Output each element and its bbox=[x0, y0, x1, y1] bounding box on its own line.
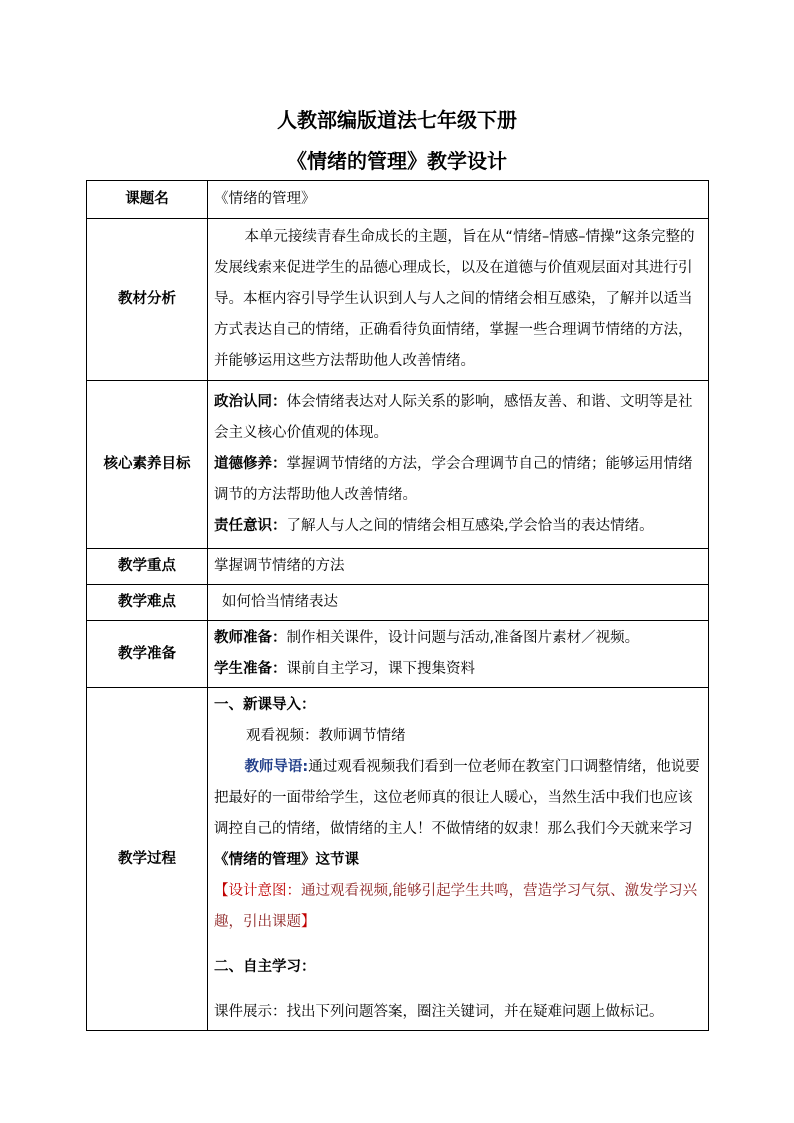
prep-teacher-head: 教师准备： bbox=[214, 630, 287, 646]
literacy-item-head: 责任意识： bbox=[214, 518, 287, 534]
literacy-item-text: 掌握调节情绪的方法，学会合理调节自己的情绪；能够运用情绪调节的方法帮助他人改善情绪。 bbox=[214, 456, 693, 503]
lesson-plan-table bbox=[86, 180, 709, 1031]
design-intent-open: 【设计意图： bbox=[214, 883, 301, 899]
literacy-item bbox=[214, 511, 704, 542]
design-intent bbox=[214, 876, 704, 938]
literacy-item bbox=[214, 387, 704, 449]
analysis-paragraph: 本单元接续青春生命成长的主题，旨在从“情绪–情感–情操”这条完整的发展线索来促进学生的品德心理成长，以及在道德与价值观层面对其进行引导。本框内容引导学生认识到人与人之间的情绪会相互感染，了解并以适当方式表达自己的情绪，正确看待负面情绪，掌握一些合理调节情绪的方法，并能够运用这些方法帮助他人改善情绪。 bbox=[214, 229, 695, 369]
literacy-item-head: 政治认同： bbox=[214, 394, 287, 410]
prep-student-text: 课前自主学习，课下搜集资料 bbox=[286, 661, 475, 677]
difficulty-text: 如何恰当情绪表达 bbox=[222, 594, 338, 610]
prep-student bbox=[214, 654, 704, 685]
focus-value: 掌握调节情绪的方法 bbox=[208, 549, 709, 585]
teacher-guide bbox=[214, 752, 704, 876]
design-intent-close: 】 bbox=[301, 914, 316, 930]
row-label-analysis: 教材分析 bbox=[87, 219, 208, 381]
table-row-process bbox=[87, 688, 709, 1031]
teacher-guide-text: 通过观看视频我们看到一位老师在教室门口调整情绪，他说要把最好的一面带给学生，这位老师真的很让人暖心，当然生活中我们也应该调控自己的情绪，做情绪的主人！不做情绪的奴隶！那么我们今天就来学习 bbox=[214, 759, 700, 837]
literacy-item bbox=[214, 449, 704, 511]
prep-student-head: 学生准备： bbox=[214, 661, 287, 677]
topic-value: 《情绪的管理》 bbox=[208, 181, 709, 219]
section-heading bbox=[214, 690, 704, 721]
teacher-guide-end: 这节课 bbox=[315, 852, 359, 868]
prep-teacher bbox=[214, 623, 704, 654]
row-label-focus: 教学重点 bbox=[87, 549, 208, 585]
literacy-content bbox=[208, 381, 709, 549]
video-line: 观看视频：教师调节情绪 bbox=[246, 728, 406, 744]
table-row-prep bbox=[87, 621, 709, 688]
table-row-difficulty bbox=[87, 585, 709, 621]
row-label-process: 教学过程 bbox=[87, 688, 208, 1031]
table-row-topic bbox=[87, 181, 709, 219]
section-title: 二、自主学习： bbox=[214, 959, 316, 975]
literacy-item-text: 了解人与人之间的情绪会相互感染,学会恰当的表达情绪。 bbox=[286, 518, 654, 534]
document-title: 人教部编版道法七年级下册 bbox=[277, 108, 517, 132]
prep-teacher-text: 制作相关课件，设计问题与活动,准备图片素材／视频。 bbox=[286, 630, 640, 646]
lesson-title-inline: 《情绪的管理》 bbox=[214, 852, 316, 868]
process-content bbox=[208, 688, 709, 1031]
table-row-literacy bbox=[87, 381, 709, 549]
row-label-topic: 课题名 bbox=[87, 181, 208, 219]
row-label-prep: 教学准备 bbox=[87, 621, 208, 688]
section-title: 一、新课导入： bbox=[214, 697, 316, 713]
document-subtitle: 《情绪的管理》教学设计 bbox=[287, 149, 507, 173]
courseware-line: 课件展示：找出下列问题答案，圈注关键词，并在疑难问题上做标记。 bbox=[214, 1004, 664, 1020]
difficulty-value bbox=[208, 585, 709, 621]
literacy-item-text: 体会情绪表达对人际关系的影响，感悟友善、和谐、文明等是社会主义核心价值观的体现。 bbox=[214, 394, 693, 441]
table-row-focus bbox=[87, 549, 709, 585]
design-intent-text: 通过观看视频,能够引起学生共鸣，营造学习气氛、激发学习兴趣，引出课题 bbox=[214, 883, 698, 930]
section-heading bbox=[214, 952, 704, 983]
row-label-difficulty: 教学难点 bbox=[87, 585, 208, 621]
row-label-literacy: 核心素养目标 bbox=[87, 381, 208, 549]
analysis-text bbox=[208, 219, 709, 381]
table-row-analysis bbox=[87, 219, 709, 381]
prep-content bbox=[208, 621, 709, 688]
literacy-item-head: 道德修养： bbox=[214, 456, 287, 472]
teacher-guide-head: 教师导语: bbox=[244, 759, 309, 775]
